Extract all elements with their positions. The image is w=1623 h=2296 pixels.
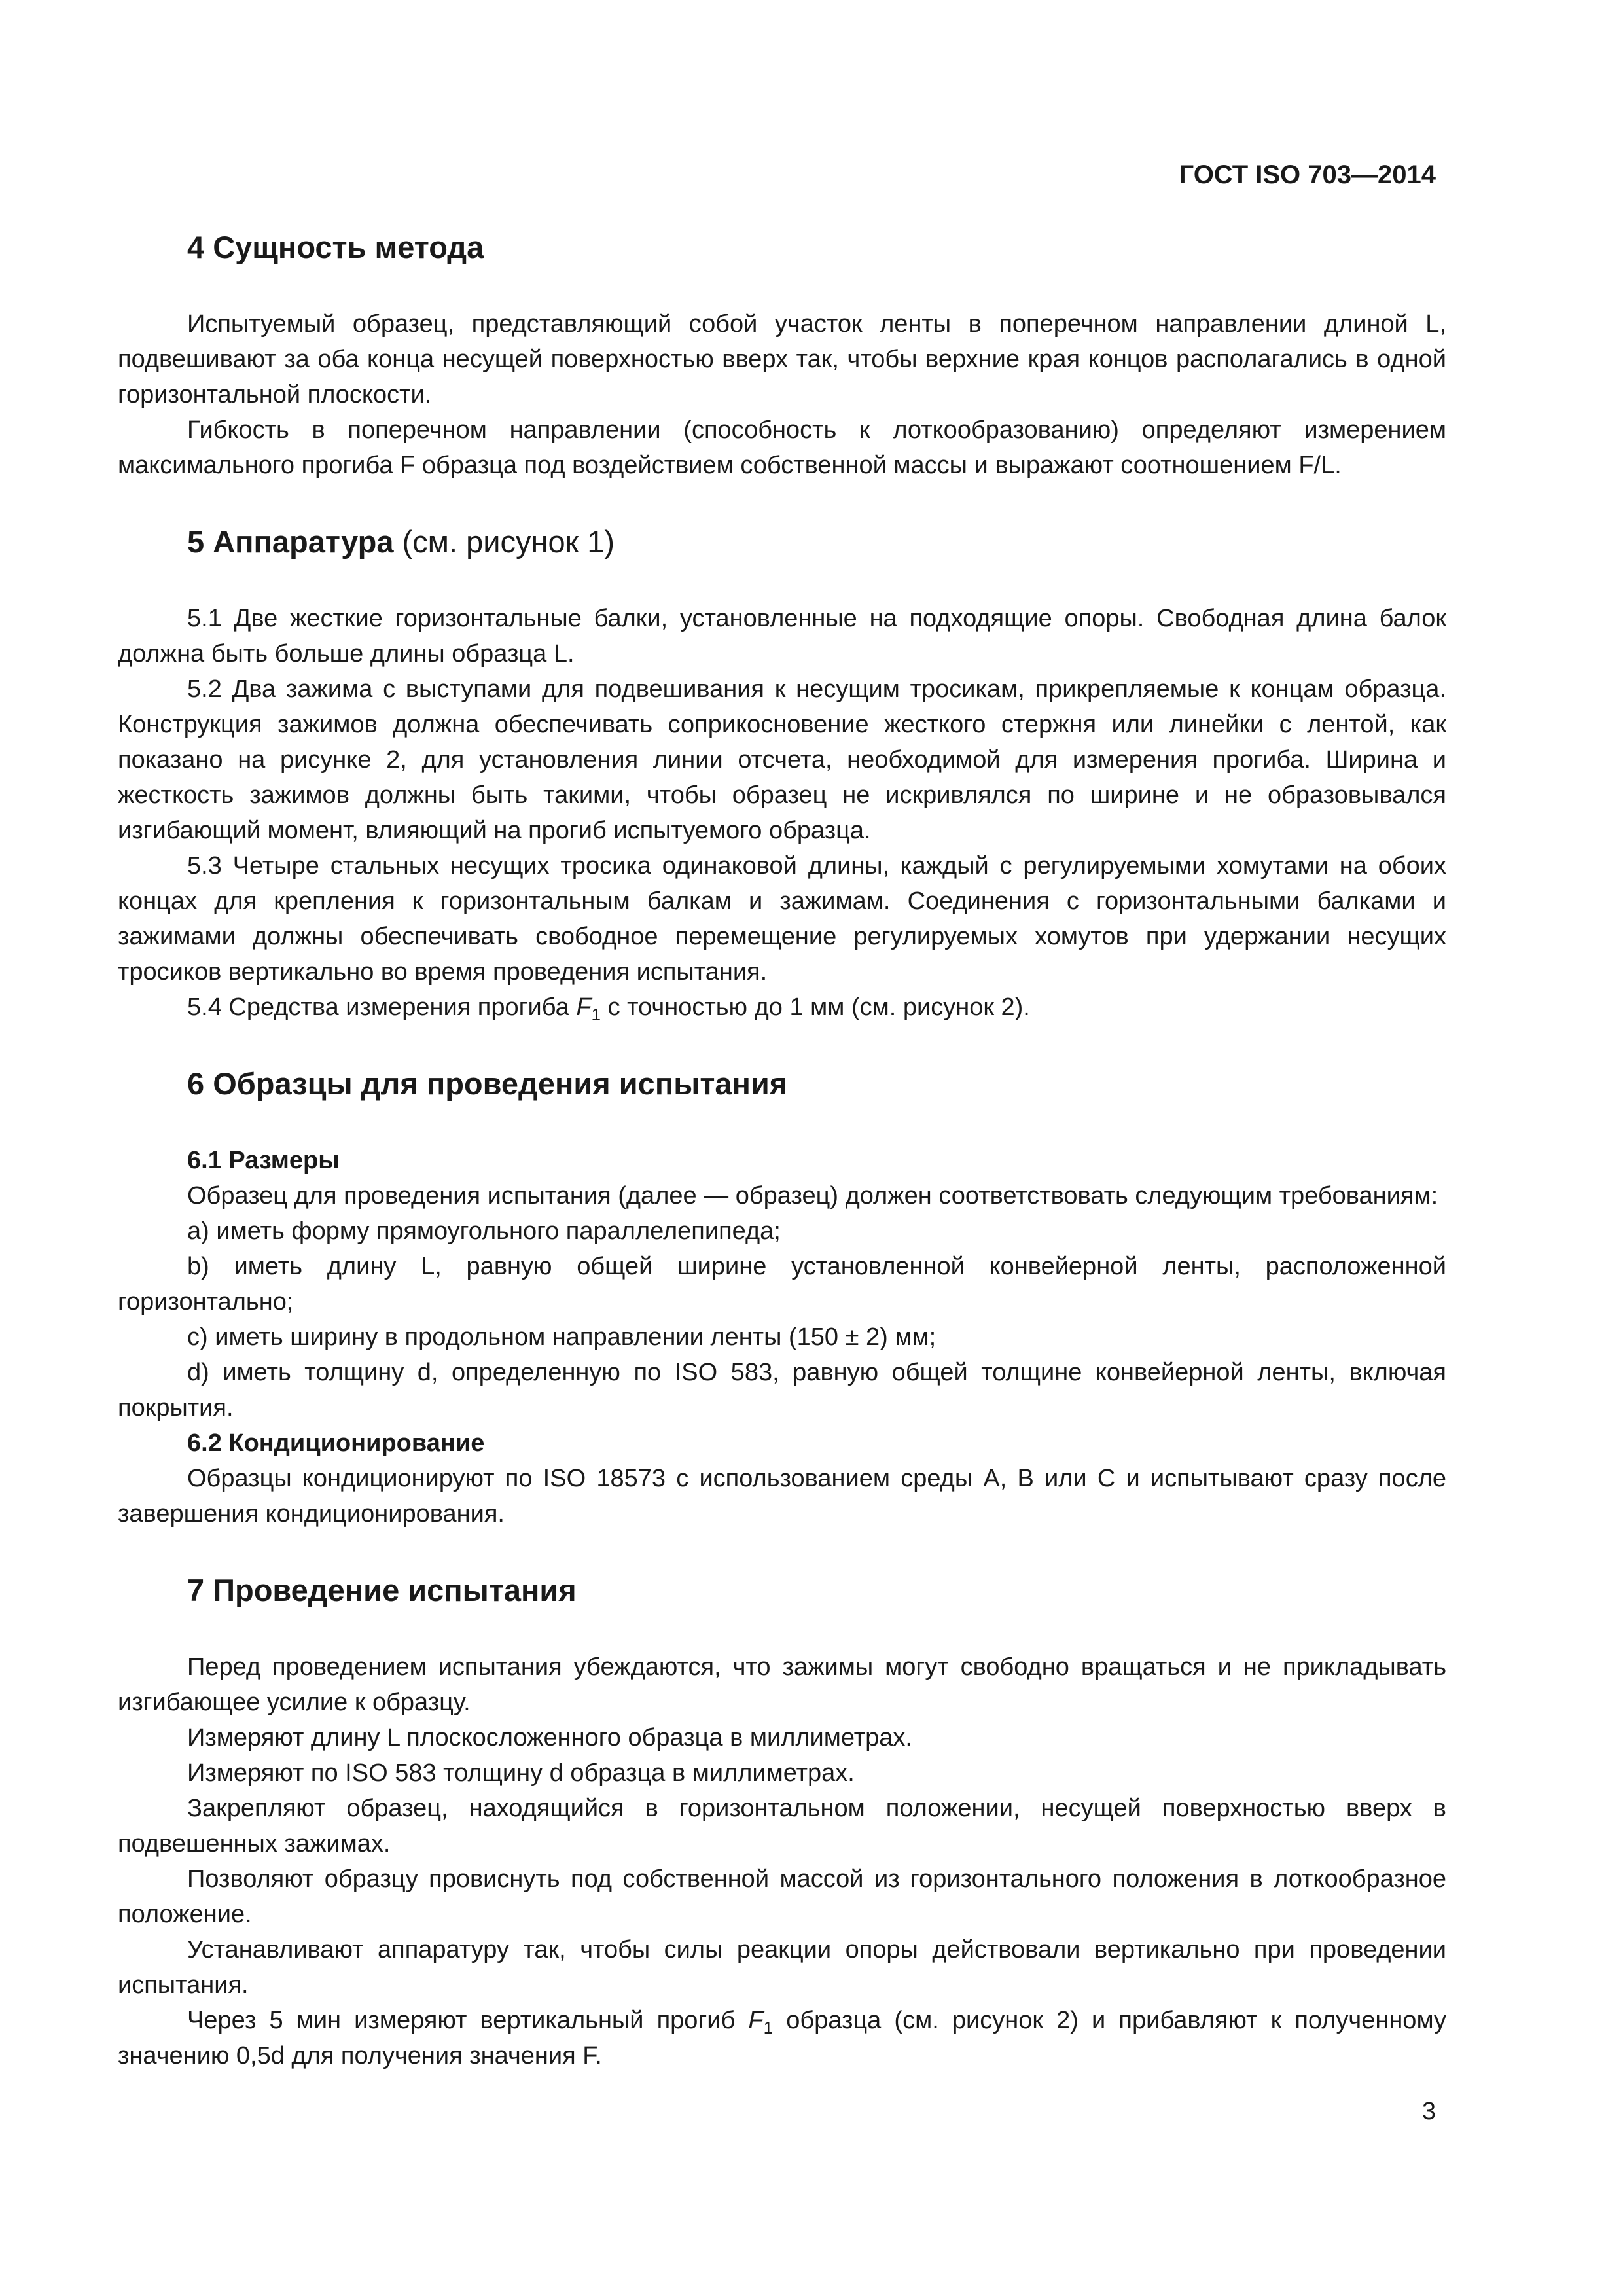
section-5-4-variable: F — [576, 994, 592, 1021]
page-number: 3 — [1421, 2098, 1436, 2125]
section-7-paragraph-7-text-b: образца (см. рисунок 2) и прибавляют к полученному значению 0,5d для получения значения F. — [118, 2007, 1446, 2070]
subsection-6-1-paragraph: Образец для проведения испытания (далее — образец) должен соответствовать следующим требованиям: — [187, 1182, 1438, 1210]
section-7-paragraph-7-variable: F — [748, 2007, 764, 2034]
section-5-4-subscript: 1 — [591, 1005, 601, 1024]
document-body — [118, 229, 1446, 2073]
section-5-2: 5.2 Два зажима с выступами для подвешивания к несущим тросикам, прикрепляемые к концам образца. Конструкция зажимов должна обеспечивать соприкосновение жесткого стержня или линейки с лентой, как показано на рисунке 2, для установления линии отсчета, необходимой для измерения прогиба. Ширина и жесткость зажимов должны быть такими, чтобы образец не искривлялся по ширине и не образовывался изгибающий момент, влияющий на прогиб испытуемого образца. — [118, 675, 1446, 844]
subsection-6-2-title: 6.2 Кондиционирование — [187, 1429, 485, 1457]
section-5-title-bold: 5 Аппаратура — [187, 524, 394, 559]
section-6-title: 6 Образцы для проведения испытания — [187, 1066, 788, 1101]
section-4-title: 4 Сущность метода — [187, 230, 484, 264]
section-7-paragraph-1: Перед проведением испытания убеждаются, что зажимы могут свободно вращаться и не прикладывать изгибающее усилие к образцу. — [118, 1653, 1446, 1716]
section-7-paragraph-2: Измеряют длину L плоскосложенного образца в миллиметрах. — [187, 1724, 912, 1751]
section-4-paragraph-2: Гибкость в поперечном направлении (способность к лоткообразованию) определяют измерением максимального прогиба F образца под воздействием собственной массы и выражают соотношением F/L. — [118, 416, 1446, 479]
list-item-a: a) иметь форму прямоугольного параллелепипеда; — [187, 1217, 781, 1245]
section-7-paragraph-6: Устанавливают аппаратуру так, чтобы силы реакции опоры действовали вертикально при проведении испытания. — [118, 1936, 1446, 1999]
section-7-paragraph-3: Измеряют по ISO 583 толщину d образца в миллиметрах. — [187, 1759, 855, 1787]
section-5-4 — [118, 990, 1446, 1025]
subsection-6-1-title: 6.1 Размеры — [187, 1147, 340, 1174]
list-item-d: d) иметь толщину d, определенную по ISO 583, равную общей толщине конвейерной ленты, включая покрытия. — [118, 1359, 1446, 1422]
section-5-4-text-b: с точностью до 1 мм (см. рисунок 2). — [601, 994, 1030, 1021]
list-item-b: b) иметь длину L, равную общей ширине установленной конвейерной ленты, расположенной горизонтально; — [118, 1253, 1446, 1316]
section-7-paragraph-7 — [118, 2003, 1446, 2073]
section-7-paragraph-7-text-a: Через 5 мин измеряют вертикальный прогиб — [187, 2007, 749, 2034]
section-7-paragraph-7-subscript: 1 — [763, 2018, 774, 2037]
section-5-4-text-a: 5.4 Средства измерения прогиба — [187, 994, 577, 1021]
list-item-c: c) иметь ширину в продольном направлении ленты (150 ± 2) мм; — [187, 1323, 936, 1351]
section-5-3: 5.3 Четыре стальных несущих тросика одинаковой длины, каждый с регулируемыми хомутами на обоих концах для крепления к горизонтальным балкам и зажимам. Соединения с горизонтальными балками и зажимами должны обеспечивать свободное перемещение регулируемых хомутов при удержании несущих тросиков вертикально во время проведения испытания. — [118, 852, 1446, 986]
section-7-title: 7 Проведение испытания — [187, 1573, 577, 1607]
section-5-title — [187, 524, 1446, 560]
document-code: ГОСТ ISO 703—2014 — [1179, 160, 1436, 189]
section-5-1: 5.1 Две жесткие горизонтальные балки, установленные на подходящие опоры. Свободная длина балок должна быть больше длины образца L. — [118, 605, 1446, 668]
subsection-6-2-paragraph: Образцы кондиционируют по ISO 18573 с использованием среды А, В или С и испытывают сразу после завершения кондиционирования. — [118, 1465, 1446, 1528]
section-7-paragraph-4: Закрепляют образец, находящийся в горизонтальном положении, несущей поверхностью вверх в подвешенных зажимах. — [118, 1795, 1446, 1857]
section-4-paragraph-1: Испытуемый образец, представляющий собой участок ленты в поперечном направлении длиной L, подвешивают за оба конца несущей поверхностью вверх так, чтобы верхние края концов располагались в одной горизонтальной плоскости. — [118, 310, 1446, 408]
section-5-title-ref: (см. рисунок 1) — [393, 524, 615, 559]
section-7-paragraph-5: Позволяют образцу провиснуть под собственной массой из горизонтального положения в лоткообразное положение. — [118, 1865, 1446, 1928]
